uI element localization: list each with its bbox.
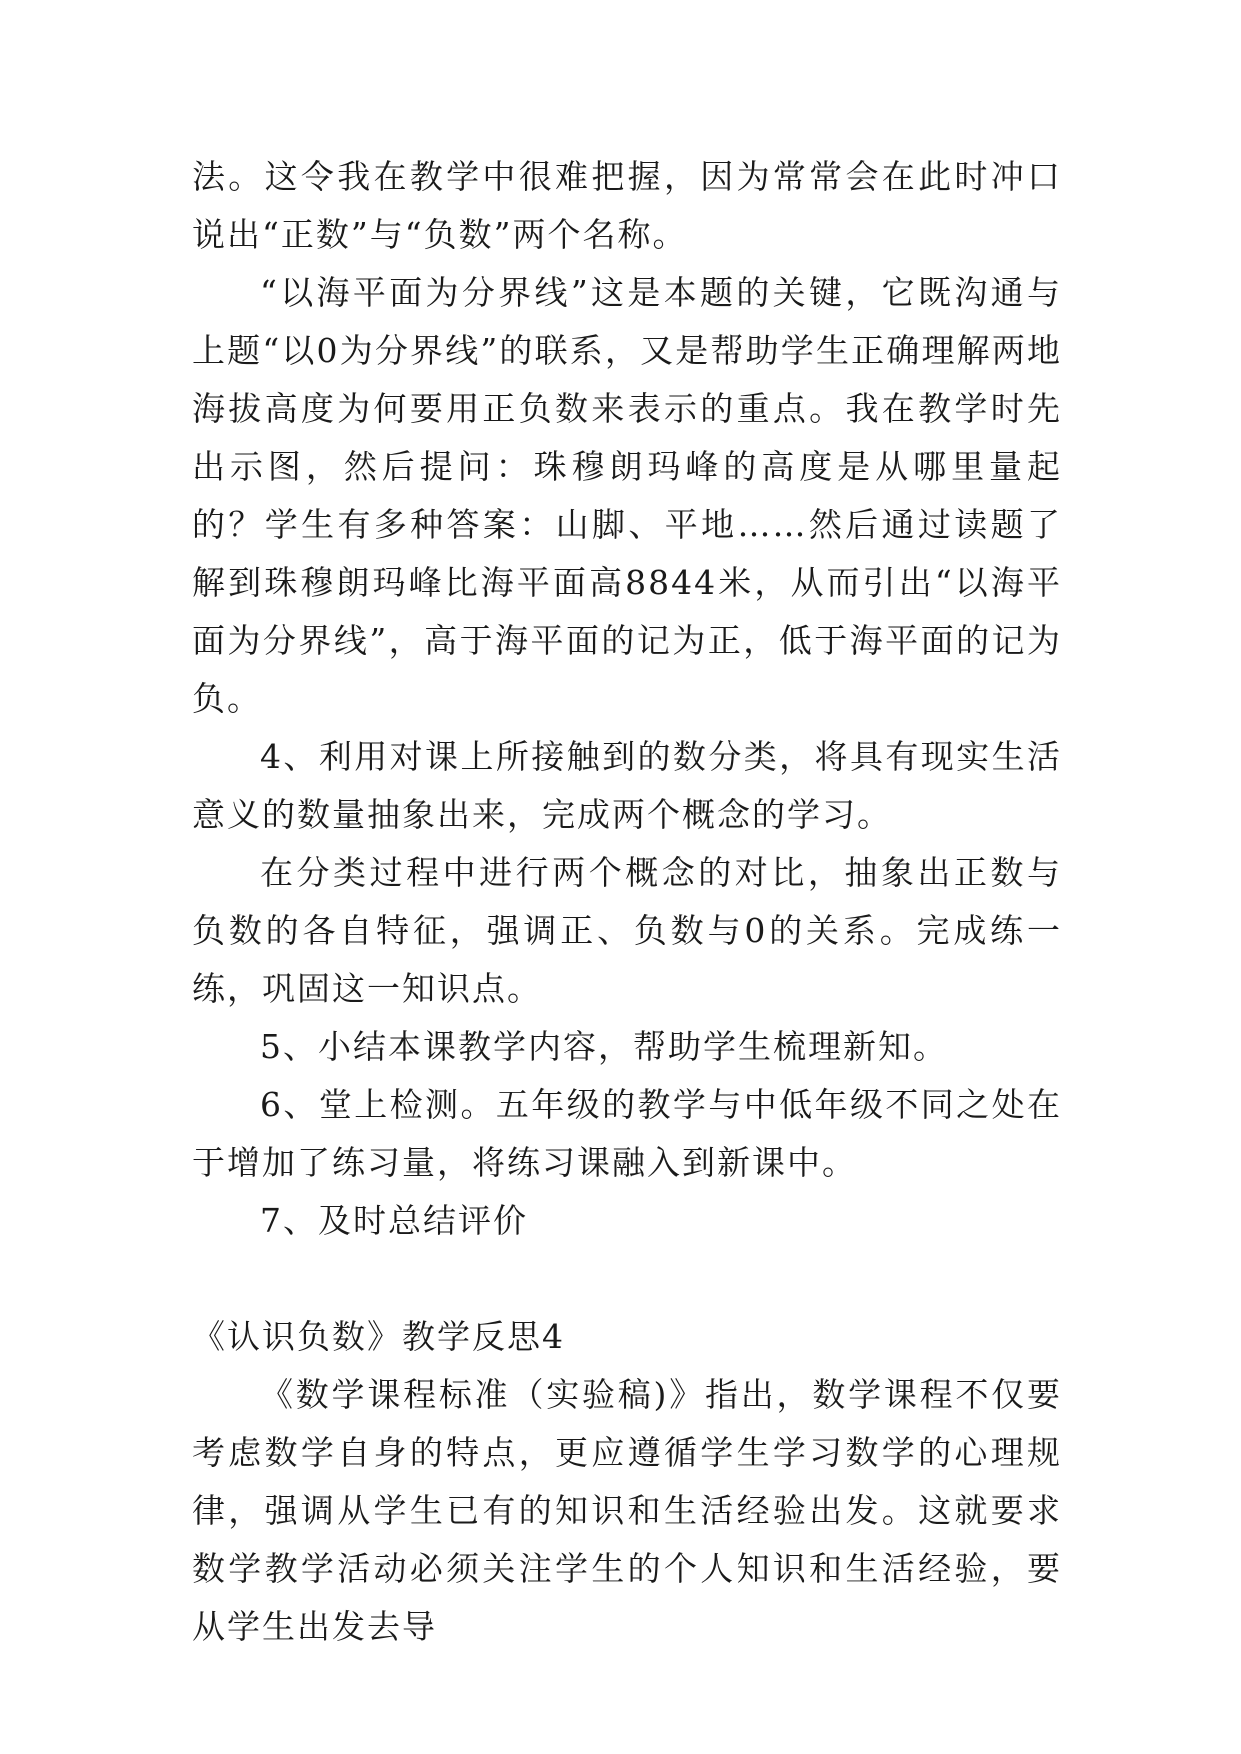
section-spacer bbox=[192, 1250, 1062, 1308]
paragraph: 法。这令我在教学中很难把握，因为常常会在此时冲口说出“正数”与“负数”两个名称。 bbox=[192, 157, 1062, 254]
paragraph: 4、利用对课上所接触到的数分类，将具有现实生活意义的数量抽象出来，完成两个概念的学习。 bbox=[192, 737, 1062, 834]
paragraph: 5、小结本课教学内容，帮助学生梳理新知。 bbox=[260, 1027, 948, 1066]
paragraph: “以海平面为分界线”这是本题的关键，它既沟通与上题“以0为分界线”的联系，又是帮助学生正确理解两地海拔高度为何要用正负数来表示的重点。我在教学时先出示图，然后提问：珠穆朗玛峰的高度是从哪里量起的？学生有多种答案：山脚、平地……然后通过读题了解到珠穆朗玛峰比海平面高8844米，从而引出“以海平面为分界线”，高于海平面的记为正，低于海平面的记为负。 bbox=[192, 273, 1062, 718]
paragraph: 《数学课程标准（实验稿)》指出，数学课程不仅要考虑数学自身的特点，更应遵循学生学习数学的心理规律，强调从学生已有的知识和生活经验出发。这就要求数学教学活动必须关注学生的个人知识和生活经验，要从学生出发去导 bbox=[192, 1375, 1062, 1646]
section-heading: 《认识负数》教学反思4 bbox=[192, 1317, 565, 1356]
paragraph: 在分类过程中进行两个概念的对比，抽象出正数与负数的各自特征，强调正、负数与0的关系。完成练一练，巩固这一知识点。 bbox=[192, 853, 1062, 1008]
document-page bbox=[192, 148, 1062, 1656]
paragraph: 6、堂上检测。五年级的教学与中低年级不同之处在于增加了练习量，将练习课融入到新课中。 bbox=[192, 1085, 1062, 1182]
paragraph: 7、及时总结评价 bbox=[260, 1201, 528, 1240]
